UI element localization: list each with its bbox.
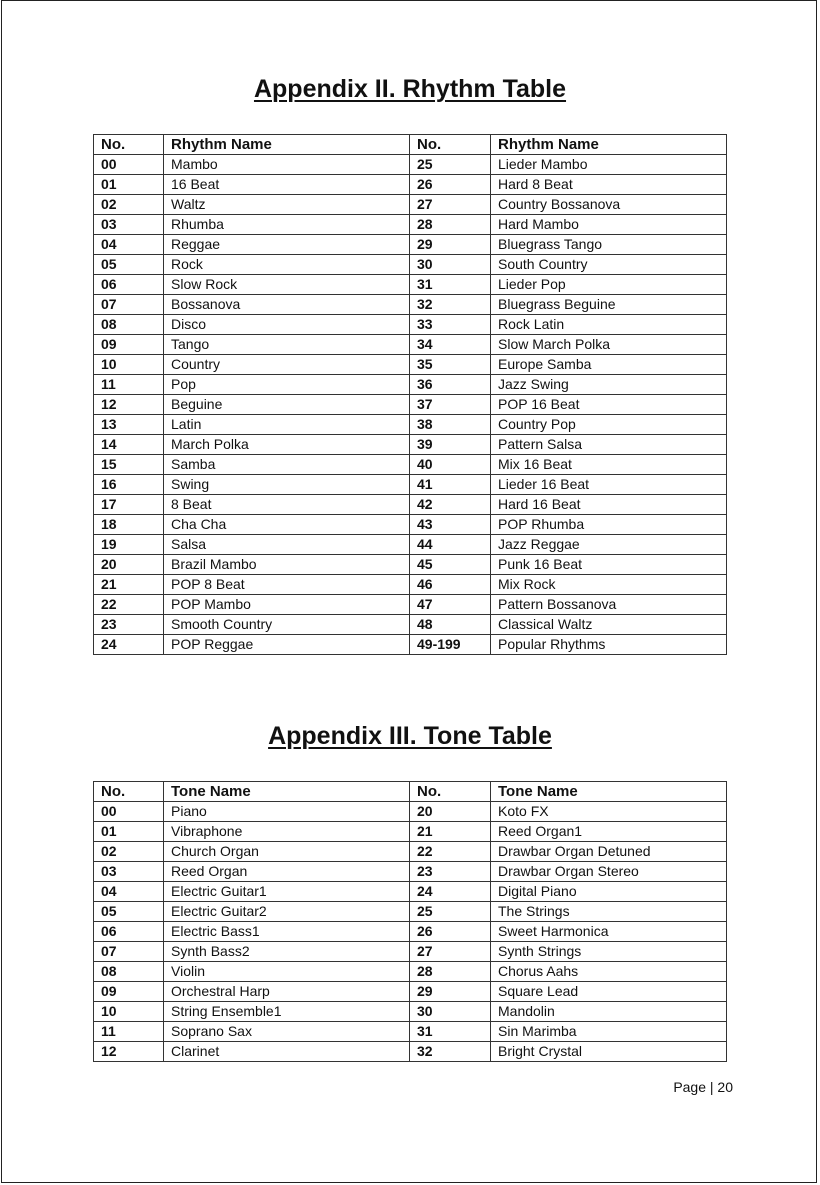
table-row xyxy=(94,535,727,555)
header-tone-name: Tone Name xyxy=(491,782,727,802)
cell-number: 31 xyxy=(410,275,491,295)
cell-name: Reggae xyxy=(164,235,410,255)
cell-number: 01 xyxy=(94,175,164,195)
cell-number: 24 xyxy=(410,882,491,902)
table-row xyxy=(94,962,727,982)
table-row xyxy=(94,1022,727,1042)
table-row xyxy=(94,1002,727,1022)
cell-name: Lieder Pop xyxy=(491,275,727,295)
cell-name: Rhumba xyxy=(164,215,410,235)
cell-name: Jazz Reggae xyxy=(491,535,727,555)
cell-number: 46 xyxy=(410,575,491,595)
cell-number: 05 xyxy=(94,255,164,275)
cell-number: 25 xyxy=(410,155,491,175)
cell-number: 23 xyxy=(94,615,164,635)
cell-name: Church Organ xyxy=(164,842,410,862)
cell-name: Pattern Bossanova xyxy=(491,595,727,615)
table-row xyxy=(94,195,727,215)
cell-number: 09 xyxy=(94,982,164,1002)
cell-name: Clarinet xyxy=(164,1042,410,1062)
cell-number: 14 xyxy=(94,435,164,455)
page-number: Page | 20 xyxy=(673,1079,733,1095)
cell-number: 03 xyxy=(94,215,164,235)
cell-name: Koto FX xyxy=(491,802,727,822)
table-row xyxy=(94,295,727,315)
cell-number: 22 xyxy=(94,595,164,615)
cell-number: 27 xyxy=(410,195,491,215)
cell-number: 37 xyxy=(410,395,491,415)
cell-name: Drawbar Organ Stereo xyxy=(491,862,727,882)
table-row xyxy=(94,315,727,335)
table-row xyxy=(94,555,727,575)
cell-number: 10 xyxy=(94,1002,164,1022)
cell-number: 36 xyxy=(410,375,491,395)
table-row xyxy=(94,395,727,415)
cell-name: Smooth Country xyxy=(164,615,410,635)
cell-number: 11 xyxy=(94,1022,164,1042)
cell-number: 01 xyxy=(94,822,164,842)
cell-number: 08 xyxy=(94,315,164,335)
table-row xyxy=(94,882,727,902)
table-row xyxy=(94,335,727,355)
table-header-row xyxy=(94,135,727,155)
cell-name: Disco xyxy=(164,315,410,335)
table-row xyxy=(94,175,727,195)
cell-number: 08 xyxy=(94,962,164,982)
cell-number: 41 xyxy=(410,475,491,495)
table-row xyxy=(94,375,727,395)
cell-number: 17 xyxy=(94,495,164,515)
cell-name: South Country xyxy=(491,255,727,275)
table-row xyxy=(94,275,727,295)
cell-number: 39 xyxy=(410,435,491,455)
cell-number: 11 xyxy=(94,375,164,395)
header-rhythm-name: Rhythm Name xyxy=(164,135,410,155)
header-no: No. xyxy=(410,135,491,155)
cell-name: Rock xyxy=(164,255,410,275)
table-row xyxy=(94,575,727,595)
cell-number: 12 xyxy=(94,395,164,415)
cell-name: Waltz xyxy=(164,195,410,215)
rhythm-table xyxy=(93,134,727,655)
cell-name: Classical Waltz xyxy=(491,615,727,635)
table-row xyxy=(94,255,727,275)
table-row xyxy=(94,1042,727,1062)
cell-number: 26 xyxy=(410,922,491,942)
cell-name: Lieder 16 Beat xyxy=(491,475,727,495)
cell-name: POP Reggae xyxy=(164,635,410,655)
cell-name: Reed Organ xyxy=(164,862,410,882)
cell-name: Sweet Harmonica xyxy=(491,922,727,942)
cell-number: 48 xyxy=(410,615,491,635)
cell-number: 30 xyxy=(410,255,491,275)
cell-name: Violin xyxy=(164,962,410,982)
cell-number: 45 xyxy=(410,555,491,575)
rhythm-table-title: Appendix II. Rhythm Table xyxy=(253,75,567,103)
cell-name: Piano xyxy=(164,802,410,822)
cell-name: Hard Mambo xyxy=(491,215,727,235)
cell-name: Country xyxy=(164,355,410,375)
cell-name: 8 Beat xyxy=(164,495,410,515)
cell-name: Hard 8 Beat xyxy=(491,175,727,195)
cell-number: 16 xyxy=(94,475,164,495)
cell-number: 12 xyxy=(94,1042,164,1062)
tone-table xyxy=(93,781,727,1062)
table-row xyxy=(94,455,727,475)
cell-name: Synth Bass2 xyxy=(164,942,410,962)
cell-name: Mix Rock xyxy=(491,575,727,595)
cell-number: 25 xyxy=(410,902,491,922)
cell-name: Drawbar Organ Detuned xyxy=(491,842,727,862)
header-tone-name: Tone Name xyxy=(164,782,410,802)
cell-name: Country Pop xyxy=(491,415,727,435)
cell-name: Rock Latin xyxy=(491,315,727,335)
cell-name: Punk 16 Beat xyxy=(491,555,727,575)
cell-number: 32 xyxy=(410,1042,491,1062)
cell-number: 13 xyxy=(94,415,164,435)
cell-number: 20 xyxy=(94,555,164,575)
cell-name: Slow Rock xyxy=(164,275,410,295)
cell-number: 15 xyxy=(94,455,164,475)
cell-number: 07 xyxy=(94,295,164,315)
cell-number: 21 xyxy=(410,822,491,842)
table-row xyxy=(94,802,727,822)
table-row xyxy=(94,902,727,922)
table-row xyxy=(94,435,727,455)
cell-number: 26 xyxy=(410,175,491,195)
cell-name: The Strings xyxy=(491,902,727,922)
header-no: No. xyxy=(94,782,164,802)
cell-name: POP Mambo xyxy=(164,595,410,615)
cell-number: 20 xyxy=(410,802,491,822)
table-row xyxy=(94,862,727,882)
cell-number: 19 xyxy=(94,535,164,555)
cell-name: Mandolin xyxy=(491,1002,727,1022)
cell-name: Soprano Sax xyxy=(164,1022,410,1042)
cell-number: 21 xyxy=(94,575,164,595)
cell-number: 32 xyxy=(410,295,491,315)
cell-number: 24 xyxy=(94,635,164,655)
cell-name: Vibraphone xyxy=(164,822,410,842)
cell-number: 29 xyxy=(410,982,491,1002)
cell-number: 00 xyxy=(94,802,164,822)
cell-name: Beguine xyxy=(164,395,410,415)
table-row xyxy=(94,982,727,1002)
cell-name: Mix 16 Beat xyxy=(491,455,727,475)
cell-name: String Ensemble1 xyxy=(164,1002,410,1022)
cell-name: Square Lead xyxy=(491,982,727,1002)
cell-name: Lieder Mambo xyxy=(491,155,727,175)
cell-name: Latin xyxy=(164,415,410,435)
table-row xyxy=(94,515,727,535)
table-row xyxy=(94,595,727,615)
table-row xyxy=(94,215,727,235)
cell-number: 04 xyxy=(94,235,164,255)
cell-name: Orchestral Harp xyxy=(164,982,410,1002)
table-row xyxy=(94,635,727,655)
cell-name: Bluegrass Tango xyxy=(491,235,727,255)
cell-number: 47 xyxy=(410,595,491,615)
table-row xyxy=(94,842,727,862)
cell-name: Slow March Polka xyxy=(491,335,727,355)
cell-number: 30 xyxy=(410,1002,491,1022)
cell-number: 06 xyxy=(94,275,164,295)
cell-number: 05 xyxy=(94,902,164,922)
cell-number: 42 xyxy=(410,495,491,515)
cell-number: 28 xyxy=(410,962,491,982)
cell-number: 06 xyxy=(94,922,164,942)
table-row xyxy=(94,942,727,962)
header-rhythm-name: Rhythm Name xyxy=(491,135,727,155)
cell-name: Electric Guitar1 xyxy=(164,882,410,902)
cell-name: Swing xyxy=(164,475,410,495)
cell-number: 10 xyxy=(94,355,164,375)
cell-name: Popular Rhythms xyxy=(491,635,727,655)
table-row xyxy=(94,155,727,175)
table-row xyxy=(94,615,727,635)
cell-name: POP Rhumba xyxy=(491,515,727,535)
cell-name: Samba xyxy=(164,455,410,475)
cell-name: Salsa xyxy=(164,535,410,555)
table-row xyxy=(94,922,727,942)
cell-number: 27 xyxy=(410,942,491,962)
cell-number: 23 xyxy=(410,862,491,882)
cell-name: Hard 16 Beat xyxy=(491,495,727,515)
cell-name: Chorus Aahs xyxy=(491,962,727,982)
cell-number: 09 xyxy=(94,335,164,355)
table-row xyxy=(94,355,727,375)
header-no: No. xyxy=(410,782,491,802)
cell-number: 02 xyxy=(94,842,164,862)
cell-number: 04 xyxy=(94,882,164,902)
cell-number: 49-199 xyxy=(410,635,491,655)
table-row xyxy=(94,235,727,255)
cell-name: Synth Strings xyxy=(491,942,727,962)
cell-number: 33 xyxy=(410,315,491,335)
cell-number: 44 xyxy=(410,535,491,555)
cell-number: 28 xyxy=(410,215,491,235)
cell-name: March Polka xyxy=(164,435,410,455)
table-row xyxy=(94,822,727,842)
cell-number: 00 xyxy=(94,155,164,175)
cell-name: Cha Cha xyxy=(164,515,410,535)
cell-name: Europe Samba xyxy=(491,355,727,375)
cell-name: POP 8 Beat xyxy=(164,575,410,595)
cell-number: 43 xyxy=(410,515,491,535)
cell-name: POP 16 Beat xyxy=(491,395,727,415)
cell-number: 07 xyxy=(94,942,164,962)
cell-name: Mambo xyxy=(164,155,410,175)
table-row xyxy=(94,495,727,515)
cell-name: Bright Crystal xyxy=(491,1042,727,1062)
cell-name: Brazil Mambo xyxy=(164,555,410,575)
table-row xyxy=(94,415,727,435)
tone-table-title: Appendix III. Tone Table xyxy=(268,722,552,750)
cell-name: Jazz Swing xyxy=(491,375,727,395)
cell-number: 02 xyxy=(94,195,164,215)
cell-name: Reed Organ1 xyxy=(491,822,727,842)
cell-number: 34 xyxy=(410,335,491,355)
cell-number: 40 xyxy=(410,455,491,475)
cell-number: 18 xyxy=(94,515,164,535)
table-row xyxy=(94,475,727,495)
cell-name: 16 Beat xyxy=(164,175,410,195)
cell-number: 03 xyxy=(94,862,164,882)
cell-name: Country Bossanova xyxy=(491,195,727,215)
cell-name: Electric Bass1 xyxy=(164,922,410,942)
cell-number: 29 xyxy=(410,235,491,255)
table-header-row xyxy=(94,782,727,802)
header-no: No. xyxy=(94,135,164,155)
cell-number: 38 xyxy=(410,415,491,435)
cell-name: Pop xyxy=(164,375,410,395)
cell-number: 31 xyxy=(410,1022,491,1042)
cell-name: Bluegrass Beguine xyxy=(491,295,727,315)
cell-name: Pattern Salsa xyxy=(491,435,727,455)
cell-name: Sin Marimba xyxy=(491,1022,727,1042)
cell-name: Electric Guitar2 xyxy=(164,902,410,922)
cell-number: 35 xyxy=(410,355,491,375)
cell-number: 22 xyxy=(410,842,491,862)
cell-name: Bossanova xyxy=(164,295,410,315)
cell-name: Tango xyxy=(164,335,410,355)
cell-name: Digital Piano xyxy=(491,882,727,902)
